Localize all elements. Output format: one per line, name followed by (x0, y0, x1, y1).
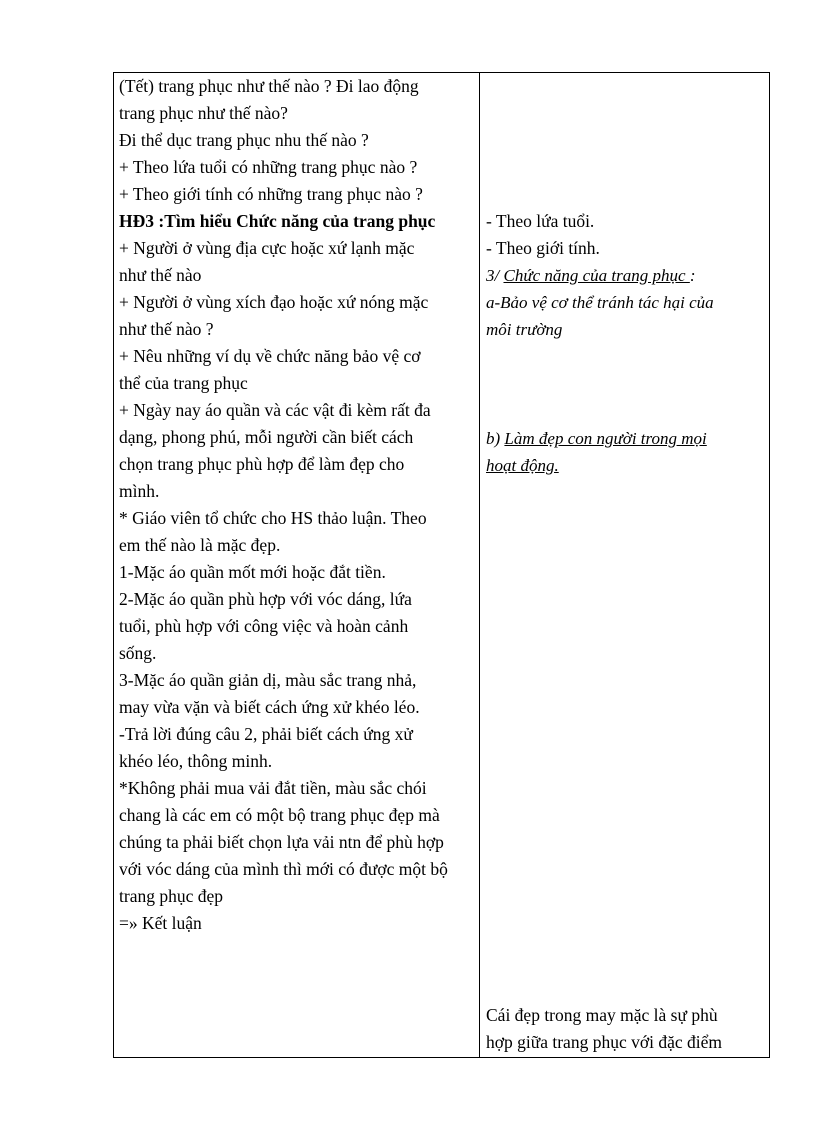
left-line: chọn trang phục phù hợp để làm đẹp cho (119, 454, 405, 474)
left-line: trang phục đẹp (119, 886, 223, 906)
left-line: chang là các em có một bộ trang phục đẹp mà (119, 805, 440, 825)
left-line: may vừa vặn và biết cách ứng xử khéo léo. (119, 697, 420, 717)
column-divider (479, 73, 480, 1057)
left-line: sống. (119, 643, 157, 663)
left-line: + Theo lứa tuổi có những trang phục nào ? (119, 157, 418, 177)
left-line: 2-Mặc áo quần phù hợp với vóc dáng, lứa (119, 589, 412, 609)
left-line: + Ngày nay áo quần và các vật đi kèm rất đa (119, 400, 431, 420)
left-line: tuổi, phù hợp với công việc và hoàn cảnh (119, 616, 409, 636)
lesson-table (113, 72, 770, 1058)
item-a-line: môi trường (486, 320, 563, 339)
left-line: =» Kết luận (119, 913, 202, 933)
left-line: + Người ở vùng xích đạo hoặc xứ nóng mặc (119, 292, 429, 312)
left-line: + Theo giới tính có những trang phục nào ? (119, 184, 423, 204)
left-line: trang phục như thế nào? (119, 103, 288, 123)
left-line: + Người ở vùng địa cực hoặc xứ lạnh mặc (119, 238, 415, 258)
section-3-heading (486, 262, 696, 289)
left-line: 1-Mặc áo quần mốt mới hoặc đắt tiền. (119, 562, 386, 582)
left-line: 3-Mặc áo quần giản dị, màu sắc trang nhả, (119, 670, 417, 690)
item-b-line (486, 425, 707, 452)
left-line: em thế nào là mặc đẹp. (119, 535, 281, 555)
section-3-number: 3/ (486, 266, 504, 285)
item-a-line: a-Bảo vệ cơ thể tránh tác hại của (486, 293, 714, 312)
item-b-text: Làm đẹp con người trong mọi (504, 429, 707, 448)
section-3-title: Chức năng của trang phục (503, 266, 690, 285)
item-b-line: hoạt động. (486, 456, 559, 475)
age-note: - Theo lứa tuổi. (486, 211, 595, 231)
left-line: với vóc dáng của mình thì mới có được một bộ (119, 859, 448, 879)
left-line: khéo léo, thông minh. (119, 751, 273, 771)
left-line: + Nêu những ví dụ về chức năng bảo vệ cơ (119, 346, 421, 366)
section-3-colon: : (689, 266, 696, 285)
left-line: Đi thể dục trang phục nhu thế nào ? (119, 130, 369, 150)
left-line: mình. (119, 481, 160, 501)
left-line: * Giáo viên tổ chức cho HS thảo luận. Theo (119, 508, 427, 528)
activity-heading: HĐ3 :Tìm hiểu Chức năng của trang phục (119, 211, 436, 231)
conclusion-line: hợp giữa trang phục với đặc điểm (486, 1032, 722, 1052)
conclusion-line: Cái đẹp trong may mặc là sự phù (486, 1005, 718, 1025)
left-line: như thế nào (119, 265, 202, 285)
gender-note: - Theo giới tính. (486, 238, 600, 258)
left-line: -Trả lời đúng câu 2, phải biết cách ứng xử (119, 724, 413, 744)
left-line: chúng ta phải biết chọn lựa vải ntn để phù hợp (119, 832, 444, 852)
left-line: như thế nào ? (119, 319, 214, 339)
left-line: dạng, phong phú, mỗi người cần biết cách (119, 427, 414, 447)
left-line: *Không phải mua vải đắt tiền, màu sắc chói (119, 778, 427, 798)
item-b-label: b) (486, 429, 505, 448)
left-line: (Tết) trang phục như thế nào ? Đi lao động (119, 76, 419, 96)
left-line: thể của trang phục (119, 373, 248, 393)
